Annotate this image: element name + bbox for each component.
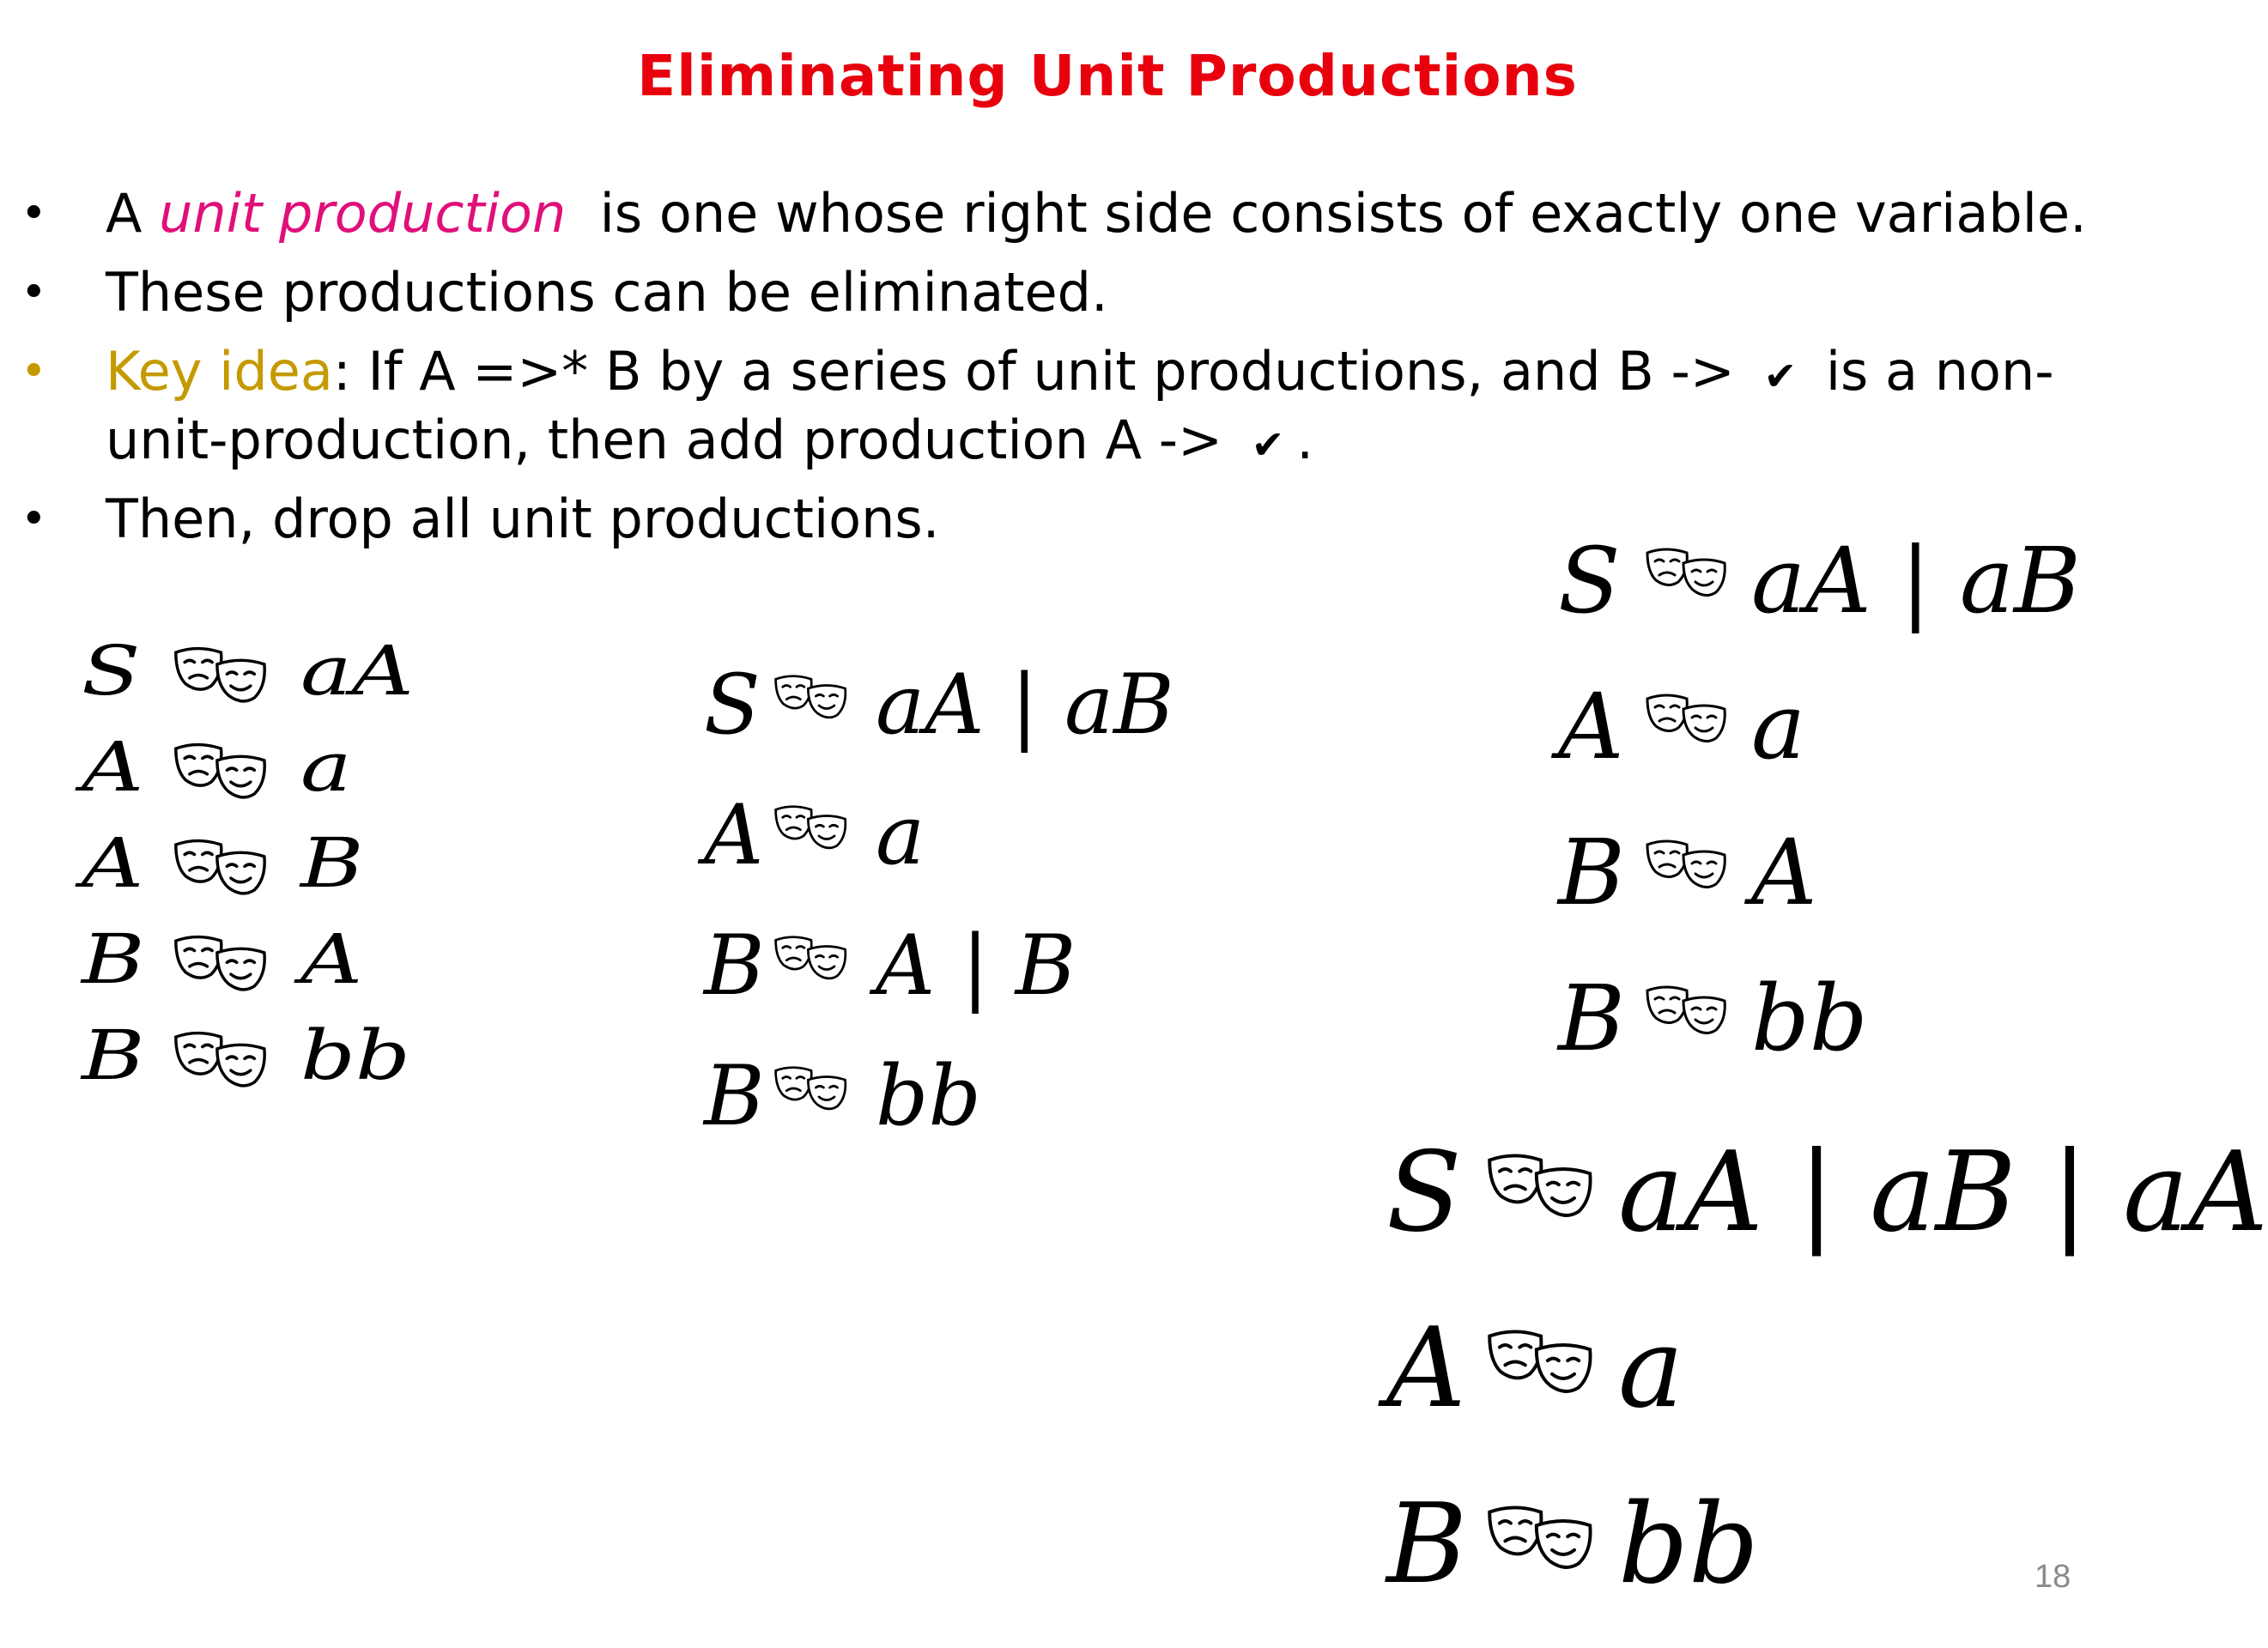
bullet-pre: A [106,182,160,245]
production-lhs: S [82,631,141,711]
page-number: 18 [2035,1559,2071,1595]
production-rhs: a [1618,1305,1684,1433]
production-lhs: B [1386,1481,1468,1609]
production-lhs: S [704,657,761,753]
production-rhs: A [300,919,363,999]
production-rhs: a [876,787,925,883]
bullet-dot: • [21,267,47,318]
production-lhs: A [82,727,144,807]
bullet-text: These productions can be eliminated. [106,261,1108,324]
bullet-post: is one whose right side consists of exactly one variable. [566,182,2087,245]
production-lhs: S [1558,528,1621,633]
key-idea-line1: : If A =>* B by a series of unit productions, and B -> [332,340,1752,403]
bullet-text [106,405,2183,480]
key-idea-line2-end: . [1296,409,1314,471]
key-idea-term: Key idea [106,340,333,403]
theater-masks-icon [773,934,850,982]
production-rhs: a [1751,674,1806,779]
production-lhs: B [82,1015,145,1095]
checkmark-icon: ✔ [1251,421,1285,468]
key-idea-line2: unit-production, then add production A -> [106,409,1240,471]
theater-masks-icon [1485,1151,1597,1221]
bullet-dot: • [21,346,47,397]
theater-masks-icon [1644,984,1730,1037]
production-lhs: S [1386,1129,1462,1257]
production-lhs: B [1558,820,1625,925]
theater-masks-icon [1485,1503,1597,1572]
production-rhs: aA | aB [1751,528,2081,633]
theater-masks-icon [1644,546,1730,599]
production-rhs: a [300,727,352,807]
production-rhs: aA [300,631,414,711]
production-lhs: B [82,919,145,999]
production-rhs: bb [1751,966,1868,1071]
production-rhs: A | B [876,918,1076,1014]
production-rhs: aA | aB | aA [1618,1129,2268,1257]
production-lhs: A [1386,1305,1466,1433]
theater-masks-icon [1485,1327,1597,1397]
bullet-text [106,179,2183,249]
production-rhs: B [300,823,364,903]
production-rhs: A [1751,820,1817,925]
bullet-text: Then, drop all unit productions. [106,488,940,550]
theater-masks-icon [1644,692,1730,745]
theater-masks-icon [172,1029,270,1090]
theater-masks-icon [1644,838,1730,891]
slide-title: Eliminating Unit Productions [637,43,1578,109]
production-rhs: bb [876,1048,981,1144]
theater-masks-icon [773,803,850,851]
theater-masks-icon [172,837,270,898]
theater-masks-icon [172,645,270,706]
production-lhs: A [82,823,144,903]
production-lhs: B [1558,966,1625,1071]
checkmark-icon: ✔ [1763,353,1798,399]
bullet-text [106,336,2183,411]
production-lhs: B [704,1048,765,1144]
theater-masks-icon [773,1064,850,1112]
production-rhs: bb [1618,1481,1759,1609]
unit-production-term: unit production [159,182,567,245]
bullet-dot: • [21,494,47,545]
bullet-dot: • [21,188,47,239]
production-rhs: bb [300,1015,411,1095]
theater-masks-icon [172,933,270,994]
key-idea-line1-end: is a non- [1809,340,2054,403]
production-rhs: aA | aB [876,657,1174,753]
production-lhs: A [704,787,764,883]
theater-masks-icon [773,673,850,721]
production-lhs: B [704,918,765,1014]
production-lhs: A [1558,674,1624,779]
theater-masks-icon [172,741,270,802]
